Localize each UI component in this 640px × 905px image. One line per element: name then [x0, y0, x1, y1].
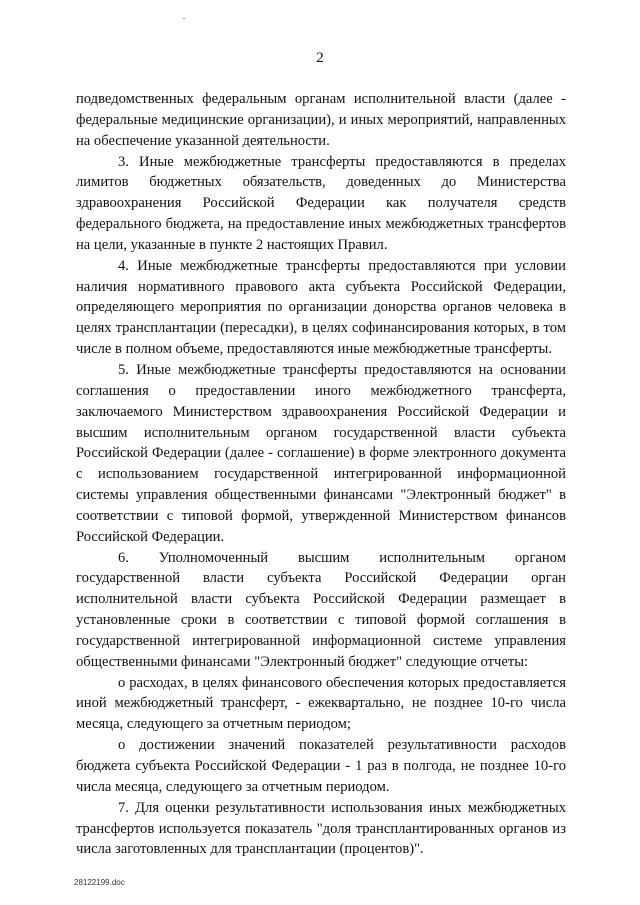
scan-speck	[183, 18, 185, 19]
paragraph-7-indicator: 7. Для оценки результативности использования иных межбюджетных трансфертов используется показатель "доля трансплантированных органов из числа заготовленных для трансплантации (процентов)".	[76, 799, 566, 858]
paragraph-5-agreement: 5. Иные межбюджетные трансферты предоставляются на основании соглашения о предоставлении иного межбюджетного трансферта, заключаемого Министерством здравоохранения Российской Федерации и высшим исполнительным органом государственной власти субъекта Российской Федерации (далее - соглашение) в форме электронного документа с использованием государственной интегрированной информационной системы управления общественными финансами "Электронный бюджет" в соответствии с типовой формой, утвержденной Министерством финансов Российской Федерации.	[76, 361, 566, 545]
document-body	[76, 89, 566, 860]
file-name-footer: 28122199.doc	[74, 878, 125, 887]
report-item-performance: о достижении значений показателей результативности расходов бюджета субъекта Российской Федерации - 1 раз в полгода, не позднее 10-го числа месяца, следующего за отчетным периодом.	[76, 737, 566, 795]
paragraph-3-limits: 3. Иные межбюджетные трансферты предоставляются в пределах лимитов бюджетных обязательств, доведенных до Министерства здравоохранения Российской Федерации как получателя средств федерального бюджета, на предоставление иных межбюджетных трансфертов на цели, указанные в пункте 2 настоящих Правил.	[76, 153, 566, 253]
paragraph-4-conditions: 4. Иные межбюджетные трансферты предоставляются при условии наличия нормативного правового акта субъекта Российской Федерации, определяющего мероприятия по организации донорства органов человека в целях трансплантации (пересадки), в целях софинансирования которых, в том числе в полном объеме, предоставляются иные межбюджетные трансферты.	[76, 257, 566, 358]
page-number: 2	[316, 50, 324, 66]
paragraph-6-reports: 6. Уполномоченный высшим исполнительным органом государственной власти субъекта Российской Федерации орган исполнительной власти субъекта Российской Федерации размещает в установленные сроки в соответствии с типовой формой соглашения в государственной интегрированной информационной системе управления общественными финансами "Электронный бюджет" следующие отчеты:	[76, 549, 566, 670]
paragraph-continuation: подведомственных федеральным органам исполнительной власти (далее - федеральные медицинские организации), и иных мероприятий, направленных на обеспечение указанной деятельности.	[76, 91, 566, 149]
report-item-expenses: о расходах, в целях финансового обеспечения которых предоставляется иной межбюджетный трансферт, - ежеквартально, не позднее 10-го числа месяца, следующего за отчетным периодом;	[76, 674, 566, 733]
